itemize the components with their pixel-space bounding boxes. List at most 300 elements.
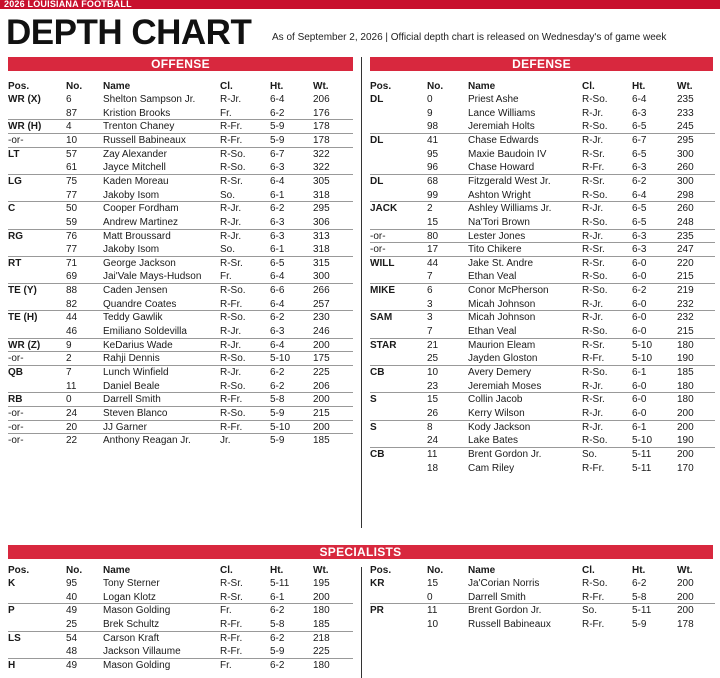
defense-cell-name: Brent Gordon Jr.: [468, 448, 542, 460]
specialists-left-cell-wt: 200: [313, 591, 330, 603]
offense-cell-no: 75: [66, 175, 78, 187]
specialists-left-headers: [8, 564, 353, 578]
offense-cell-ht: 5-9: [270, 435, 285, 447]
defense-cell-cl: R-Sr.: [582, 339, 605, 351]
offense-row: [8, 421, 353, 435]
offense-cell-name: Zay Alexander: [103, 148, 167, 160]
offense-cell-no: 77: [66, 244, 78, 256]
defense-cell-pos: STAR: [370, 339, 397, 351]
specialists-right-cell-name: Ja'Corian Norris: [468, 578, 540, 589]
defense-cell-cl: R-Sr.: [582, 394, 605, 406]
defense-cell-wt: 170: [677, 462, 694, 474]
specialists-right-cell-name: Russell Babineaux: [468, 618, 551, 630]
defense-cell-ht: 6-0: [632, 326, 647, 338]
offense-cell-cl: R-So.: [220, 353, 246, 365]
defense-row: [370, 284, 715, 298]
specialists-right-cell-no: 15: [427, 578, 439, 589]
defense-cell-ht: 5-11: [632, 462, 652, 474]
defense-cell-name: Jeremiah Moses: [468, 380, 542, 392]
offense-row: [8, 202, 353, 216]
offense-cell-ht: 5-10: [270, 421, 291, 433]
defense-cell-name: Collin Jacob: [468, 394, 523, 406]
offense-cell-no: 71: [66, 257, 78, 269]
specialists-left-cell-name: Brek Schultz: [103, 618, 160, 630]
offense-cell-no: 11: [66, 380, 77, 392]
offense-cell-ht: 6-2: [270, 203, 285, 215]
defense-cell-cl: R-Jr.: [582, 203, 604, 215]
defense-cell-wt: 235: [677, 94, 694, 105]
defense-cell-no: 11: [427, 448, 438, 460]
specialists-left-cell-no: 95: [66, 578, 78, 589]
specialists-right-cell-no: 11: [427, 605, 438, 617]
offense-cell-ht: 6-7: [270, 148, 285, 160]
offense-cell-cl: R-So.: [220, 312, 246, 324]
offense-cell-no: 46: [66, 326, 78, 338]
specialists-left-cell-ht: 5-11: [270, 578, 290, 589]
defense-row: [370, 93, 715, 107]
column-header-name: Name: [103, 565, 131, 576]
specialists-left-cell-no: 25: [66, 618, 78, 630]
offense-row: [8, 216, 353, 230]
offense-cell-wt: 178: [313, 121, 330, 133]
defense-row: [370, 380, 715, 394]
offense-cell-ht: 5-9: [270, 407, 285, 419]
offense-cell-cl: Fr.: [220, 107, 232, 119]
defense-cell-ht: 6-0: [632, 298, 647, 310]
specialists-right-cell-ht: 5-9: [632, 618, 647, 630]
defense-row: [370, 107, 715, 121]
specialists-left-row: [8, 632, 353, 646]
offense-cell-cl: R-Fr.: [220, 421, 243, 433]
offense-cell-wt: 225: [313, 367, 330, 378]
defense-cell-name: Kody Jackson: [468, 421, 531, 433]
specialists-left-cell-no: 54: [66, 632, 78, 644]
offense-cell-name: Kristion Brooks: [103, 107, 171, 119]
defense-cell-cl: R-Jr.: [582, 380, 604, 392]
offense-cell-wt: 315: [313, 257, 330, 269]
defense-cell-no: 10: [427, 367, 439, 378]
offense-cell-ht: 5-9: [270, 134, 285, 146]
defense-cell-name: Jake St. Andre: [468, 257, 534, 269]
column-header-wt: Wt.: [313, 565, 329, 576]
offense-cell-name: Teddy Gawlik: [103, 312, 163, 324]
offense-cell-wt: 215: [313, 407, 330, 419]
specialists-right-cell-pos: PR: [370, 605, 384, 617]
specialists-left-cell-name: Tony Sterner: [103, 578, 160, 589]
specialists-left-row: [8, 591, 353, 605]
column-header-cl: Cl.: [220, 81, 233, 92]
column-header-ht: Ht.: [632, 81, 646, 92]
defense-cell-cl: R-So.: [582, 271, 608, 283]
defense-cell-no: 24: [427, 435, 439, 447]
defense-cell-ht: 6-5: [632, 148, 647, 160]
offense-cell-ht: 6-3: [270, 230, 285, 242]
offense-cell-cl: So.: [220, 189, 236, 201]
defense-cell-name: Cam Riley: [468, 462, 515, 474]
defense-cell-cl: R-Fr.: [582, 353, 605, 365]
specialists-left-cell-ht: 6-2: [270, 605, 285, 617]
defense-cell-ht: 6-3: [632, 107, 647, 119]
offense-cell-name: Darrell Smith: [103, 394, 161, 406]
defense-row: [370, 175, 715, 189]
offense-cell-wt: 200: [313, 421, 330, 433]
banner-text: 2026 LOUISIANA FOOTBALL: [4, 0, 132, 9]
defense-cell-no: 7: [427, 326, 433, 338]
defense-cell-cl: R-Sr.: [582, 148, 605, 160]
defense-cell-ht: 6-2: [632, 175, 647, 187]
column-header-cl: Cl.: [582, 565, 595, 576]
defense-row: [370, 161, 715, 175]
offense-cell-no: 76: [66, 230, 78, 242]
offense-cell-name: Andrew Martinez: [103, 216, 179, 228]
defense-row: [370, 393, 715, 407]
specialists-left-row: [8, 659, 353, 673]
offense-cell-wt: 322: [313, 148, 330, 160]
defense-row: [370, 189, 715, 203]
column-header-cl: Cl.: [582, 81, 595, 92]
offense-cell-pos: WR (X): [8, 94, 41, 105]
offense-cell-no: 82: [66, 298, 78, 310]
specialists-left-cell-ht: 6-2: [270, 632, 285, 644]
offense-cell-name: Russell Babineaux: [103, 134, 186, 146]
defense-cell-ht: 6-1: [632, 421, 647, 433]
specialists-left-cell-cl: Fr.: [220, 659, 232, 671]
offense-cell-name: Kaden Moreau: [103, 175, 169, 187]
defense-cell-ht: 6-0: [632, 257, 647, 269]
specialists-right-cell-ht: 6-2: [632, 578, 647, 589]
defense-cell-pos: DL: [370, 134, 384, 146]
offense-row: [8, 270, 353, 284]
defense-cell-no: 8: [427, 421, 433, 433]
defense-cell-name: Na'Tori Brown: [468, 216, 530, 228]
specialists-right-cell-wt: 200: [677, 605, 694, 617]
offense-cell-pos: LG: [8, 175, 22, 187]
defense-cell-ht: 6-0: [632, 312, 647, 324]
defense-cell-pos: DL: [370, 94, 384, 105]
defense-row: [370, 216, 715, 230]
defense-cell-wt: 235: [677, 230, 694, 242]
offense-cell-wt: 200: [313, 339, 330, 351]
defense-cell-no: 99: [427, 189, 439, 201]
defense-cell-pos: S: [370, 421, 377, 433]
offense-cell-pos: WR (Z): [8, 339, 41, 351]
offense-cell-wt: 257: [313, 298, 330, 310]
defense-cell-name: Kerry Wilson: [468, 407, 525, 419]
defense-cell-name: Jeremiah Holts: [468, 121, 535, 133]
offense-cell-no: 69: [66, 271, 78, 283]
defense-cell-ht: 5-10: [632, 435, 653, 447]
defense-cell-ht: 6-3: [632, 230, 647, 242]
offense-cell-cl: R-So.: [220, 380, 246, 392]
defense-cell-wt: 180: [677, 380, 694, 392]
offense-row: [8, 352, 353, 366]
specialists-left-cell-wt: 225: [313, 646, 330, 658]
specialists-left-cell-wt: 195: [313, 578, 330, 589]
specialists-right-row: [370, 618, 715, 632]
offense-cell-pos: -or-: [8, 407, 24, 419]
offense-row: [8, 366, 353, 380]
offense-cell-cl: R-Jr.: [220, 230, 242, 242]
specialists-right-row: [370, 604, 715, 618]
defense-cell-wt: 185: [677, 367, 694, 378]
defense-cell-name: Chase Edwards: [468, 134, 539, 146]
specialists-right-cell-no: 10: [427, 618, 439, 630]
defense-cell-ht: 6-0: [632, 407, 647, 419]
offense-cell-no: 7: [66, 367, 72, 378]
defense-row: [370, 421, 715, 435]
defense-cell-cl: R-Sr.: [582, 244, 605, 256]
defense-cell-name: Lance Williams: [468, 107, 536, 119]
offense-cell-name: Quandre Coates: [103, 298, 177, 310]
defense-cell-ht: 6-2: [632, 285, 647, 297]
defense-cell-no: 15: [427, 216, 439, 228]
defense-cell-no: 17: [427, 244, 439, 256]
defense-cell-name: Maxie Baudoin IV: [468, 148, 547, 160]
defense-cell-name: Lake Bates: [468, 435, 519, 447]
offense-cell-name: Jakoby Isom: [103, 189, 160, 201]
specialists-right-cell-wt: 178: [677, 618, 694, 630]
defense-cell-no: 23: [427, 380, 439, 392]
defense-cell-cl: R-So.: [582, 189, 608, 201]
defense-row: [370, 230, 715, 244]
offense-cell-no: 24: [66, 407, 78, 419]
defense-cell-wt: 232: [677, 312, 694, 324]
offense-cell-wt: 318: [313, 244, 330, 256]
column-header-ht: Ht.: [270, 565, 284, 576]
defense-cell-name: Lester Jones: [468, 230, 526, 242]
defense-row: [370, 270, 715, 284]
offense-cell-ht: 6-2: [270, 380, 285, 392]
offense-cell-no: 77: [66, 189, 78, 201]
column-header-ht: Ht.: [270, 81, 284, 92]
offense-cell-ht: 6-3: [270, 216, 285, 228]
defense-cell-pos: WILL: [370, 257, 395, 269]
column-divider: [361, 57, 362, 528]
defense-heading: DEFENSE: [370, 57, 713, 71]
offense-cell-pos: C: [8, 203, 16, 215]
specialists-left-cell-cl: R-Fr.: [220, 618, 243, 630]
specialists-left-cell-wt: 185: [313, 618, 330, 630]
defense-cell-wt: 245: [677, 121, 694, 133]
offense-cell-ht: 6-4: [270, 175, 285, 187]
offense-row: [8, 434, 353, 448]
column-header-wt: Wt.: [677, 81, 693, 92]
defense-row: [370, 202, 715, 216]
specialists-right-cell-ht: 5-8: [632, 591, 647, 603]
defense-cell-ht: 6-7: [632, 134, 647, 146]
specialists-right-cell-name: Darrell Smith: [468, 591, 526, 603]
offense-cell-no: 4: [66, 121, 72, 133]
offense-cell-no: 9: [66, 339, 72, 351]
defense-cell-wt: 300: [677, 148, 694, 160]
column-header-no: No.: [66, 81, 83, 92]
defense-cell-cl: R-Jr.: [582, 134, 604, 146]
column-header-pos: Pos.: [8, 81, 30, 92]
offense-row: [8, 93, 353, 107]
defense-cell-no: 9: [427, 107, 433, 119]
defense-cell-cl: R-Jr.: [582, 298, 604, 310]
offense-cell-cl: R-Jr.: [220, 203, 242, 215]
defense-row: [370, 120, 715, 134]
offense-cell-wt: 318: [313, 189, 330, 201]
defense-cell-pos: -or-: [370, 244, 386, 256]
offense-cell-name: Lunch Winfield: [103, 367, 169, 378]
offense-cell-cl: R-So.: [220, 407, 246, 419]
offense-cell-wt: 175: [313, 353, 330, 365]
offense-cell-name: Shelton Sampson Jr.: [103, 94, 196, 105]
offense-cell-cl: Jr.: [220, 435, 231, 447]
defense-cell-cl: R-So.: [582, 435, 608, 447]
defense-row: [370, 148, 715, 162]
defense-cell-name: Jayden Gloston: [468, 353, 538, 365]
specialists-left-cell-name: Jackson Villaume: [103, 646, 181, 658]
defense-cell-wt: 233: [677, 107, 694, 119]
offense-cell-wt: 200: [313, 394, 330, 406]
offense-cell-name: Anthony Reagan Jr.: [103, 435, 191, 447]
defense-cell-name: Avery Demery: [468, 367, 532, 378]
offense-cell-cl: Fr.: [220, 271, 232, 283]
specialists-left-cell-pos: H: [8, 659, 16, 671]
offense-cell-pos: TE (Y): [8, 285, 37, 297]
defense-row: [370, 298, 715, 312]
offense-cell-cl: R-So.: [220, 285, 246, 297]
defense-cell-cl: R-Sr.: [582, 257, 605, 269]
specialists-right-cell-ht: 5-11: [632, 605, 652, 617]
specialists-left-cell-wt: 218: [313, 632, 330, 644]
specialists-left-cell-pos: K: [8, 578, 16, 589]
defense-cell-no: 18: [427, 462, 439, 474]
defense-cell-cl: R-Sr.: [582, 175, 605, 187]
specialists-right-cell-cl: So.: [582, 605, 598, 617]
offense-cell-no: 22: [66, 435, 78, 447]
offense-cell-wt: 230: [313, 312, 330, 324]
defense-cell-ht: 6-5: [632, 203, 647, 215]
offense-cell-name: George Jackson: [103, 257, 176, 269]
offense-row: [8, 339, 353, 353]
defense-row: [370, 257, 715, 271]
defense-cell-cl: R-So.: [582, 121, 608, 133]
defense-cell-ht: 6-5: [632, 216, 647, 228]
defense-cell-cl: R-Jr.: [582, 107, 604, 119]
offense-cell-ht: 6-2: [270, 107, 285, 119]
offense-cell-pos: WR (H): [8, 121, 42, 133]
specialists-right-cell-cl: R-Fr.: [582, 618, 605, 630]
defense-row: [370, 134, 715, 148]
specialists-left-row: [8, 604, 353, 618]
defense-cell-wt: 260: [677, 162, 694, 174]
offense-cell-wt: 185: [313, 435, 330, 447]
offense-cell-cl: R-So.: [220, 162, 246, 174]
defense-cell-wt: 190: [677, 353, 694, 365]
specialists-left-cell-pos: LS: [8, 632, 21, 644]
offense-heading: OFFENSE: [8, 57, 353, 71]
page-subtitle: As of September 2, 2026 | Official depth chart is released on Wednesday's of game week: [272, 32, 667, 43]
specialists-left-cell-no: 49: [66, 605, 78, 617]
defense-cell-ht: 6-4: [632, 189, 647, 201]
defense-cell-ht: 6-0: [632, 380, 647, 392]
offense-cell-wt: 206: [313, 94, 330, 105]
specialists-left-cell-cl: R-Fr.: [220, 646, 243, 658]
top-banner: [0, 0, 720, 9]
specialists-left-cell-ht: 5-8: [270, 618, 285, 630]
defense-cell-pos: MIKE: [370, 285, 395, 297]
offense-cell-wt: 266: [313, 285, 330, 297]
specialists-left-cell-wt: 180: [313, 605, 330, 617]
offense-cell-name: Emiliano Soldevilla: [103, 326, 187, 338]
offense-row: [8, 257, 353, 271]
offense-cell-cl: R-So.: [220, 148, 246, 160]
offense-cell-name: KeDarius Wade: [103, 339, 173, 351]
defense-cell-no: 68: [427, 175, 439, 187]
defense-cell-cl: So.: [582, 448, 598, 460]
defense-cell-name: Chase Howard: [468, 162, 535, 174]
offense-cell-ht: 6-3: [270, 162, 285, 174]
defense-cell-pos: JACK: [370, 203, 398, 215]
specialists-left-cell-cl: R-Sr.: [220, 578, 243, 589]
column-header-name: Name: [468, 81, 496, 92]
offense-cell-cl: So.: [220, 244, 236, 256]
specialists-left-cell-name: Mason Golding: [103, 659, 171, 671]
defense-cell-wt: 200: [677, 407, 694, 419]
defense-cell-wt: 215: [677, 326, 694, 338]
defense-cell-name: Ethan Veal: [468, 326, 517, 338]
offense-column-headers: [8, 80, 353, 94]
offense-cell-ht: 6-4: [270, 271, 285, 283]
defense-cell-pos: CB: [370, 367, 385, 378]
defense-cell-cl: R-Jr.: [582, 421, 604, 433]
offense-cell-cl: R-Jr.: [220, 94, 242, 105]
defense-cell-ht: 5-11: [632, 448, 652, 460]
offense-row: [8, 243, 353, 257]
offense-cell-no: 61: [66, 162, 78, 174]
column-header-wt: Wt.: [313, 81, 329, 92]
defense-cell-ht: 6-5: [632, 121, 647, 133]
defense-cell-ht: 6-1: [632, 367, 647, 378]
defense-cell-pos: SAM: [370, 312, 393, 324]
defense-cell-ht: 6-4: [632, 94, 647, 105]
specialists-left-row: [8, 577, 353, 591]
defense-cell-cl: R-So.: [582, 326, 608, 338]
specialists-right-cell-wt: 200: [677, 578, 694, 589]
defense-cell-no: 3: [427, 312, 433, 324]
offense-cell-cl: R-Fr.: [220, 394, 243, 406]
column-header-pos: Pos.: [8, 565, 30, 576]
specialists-right-headers: [370, 564, 715, 578]
defense-cell-wt: 220: [677, 257, 694, 269]
offense-cell-pos: RG: [8, 230, 23, 242]
defense-cell-ht: 5-10: [632, 353, 653, 365]
defense-cell-ht: 6-0: [632, 271, 647, 283]
offense-cell-wt: 246: [313, 326, 330, 338]
offense-cell-name: Rahji Dennis: [103, 353, 160, 365]
specialists-left-cell-wt: 180: [313, 659, 330, 671]
specialists-left-cell-name: Mason Golding: [103, 605, 171, 617]
offense-cell-ht: 6-4: [270, 298, 285, 310]
specialists-divider: [361, 567, 362, 678]
defense-row: [370, 352, 715, 366]
defense-cell-wt: 180: [677, 339, 694, 351]
offense-cell-name: Jai'Vale Mays-Hudson: [103, 271, 202, 283]
offense-cell-cl: R-Fr.: [220, 134, 243, 146]
offense-cell-pos: RT: [8, 257, 22, 269]
defense-cell-wt: 248: [677, 216, 694, 228]
specialists-left-cell-no: 40: [66, 591, 78, 603]
specialists-left-cell-cl: Fr.: [220, 605, 232, 617]
offense-cell-cl: R-Jr.: [220, 216, 242, 228]
offense-cell-pos: RB: [8, 394, 23, 406]
defense-cell-wt: 190: [677, 435, 694, 447]
defense-cell-pos: -or-: [370, 230, 386, 242]
